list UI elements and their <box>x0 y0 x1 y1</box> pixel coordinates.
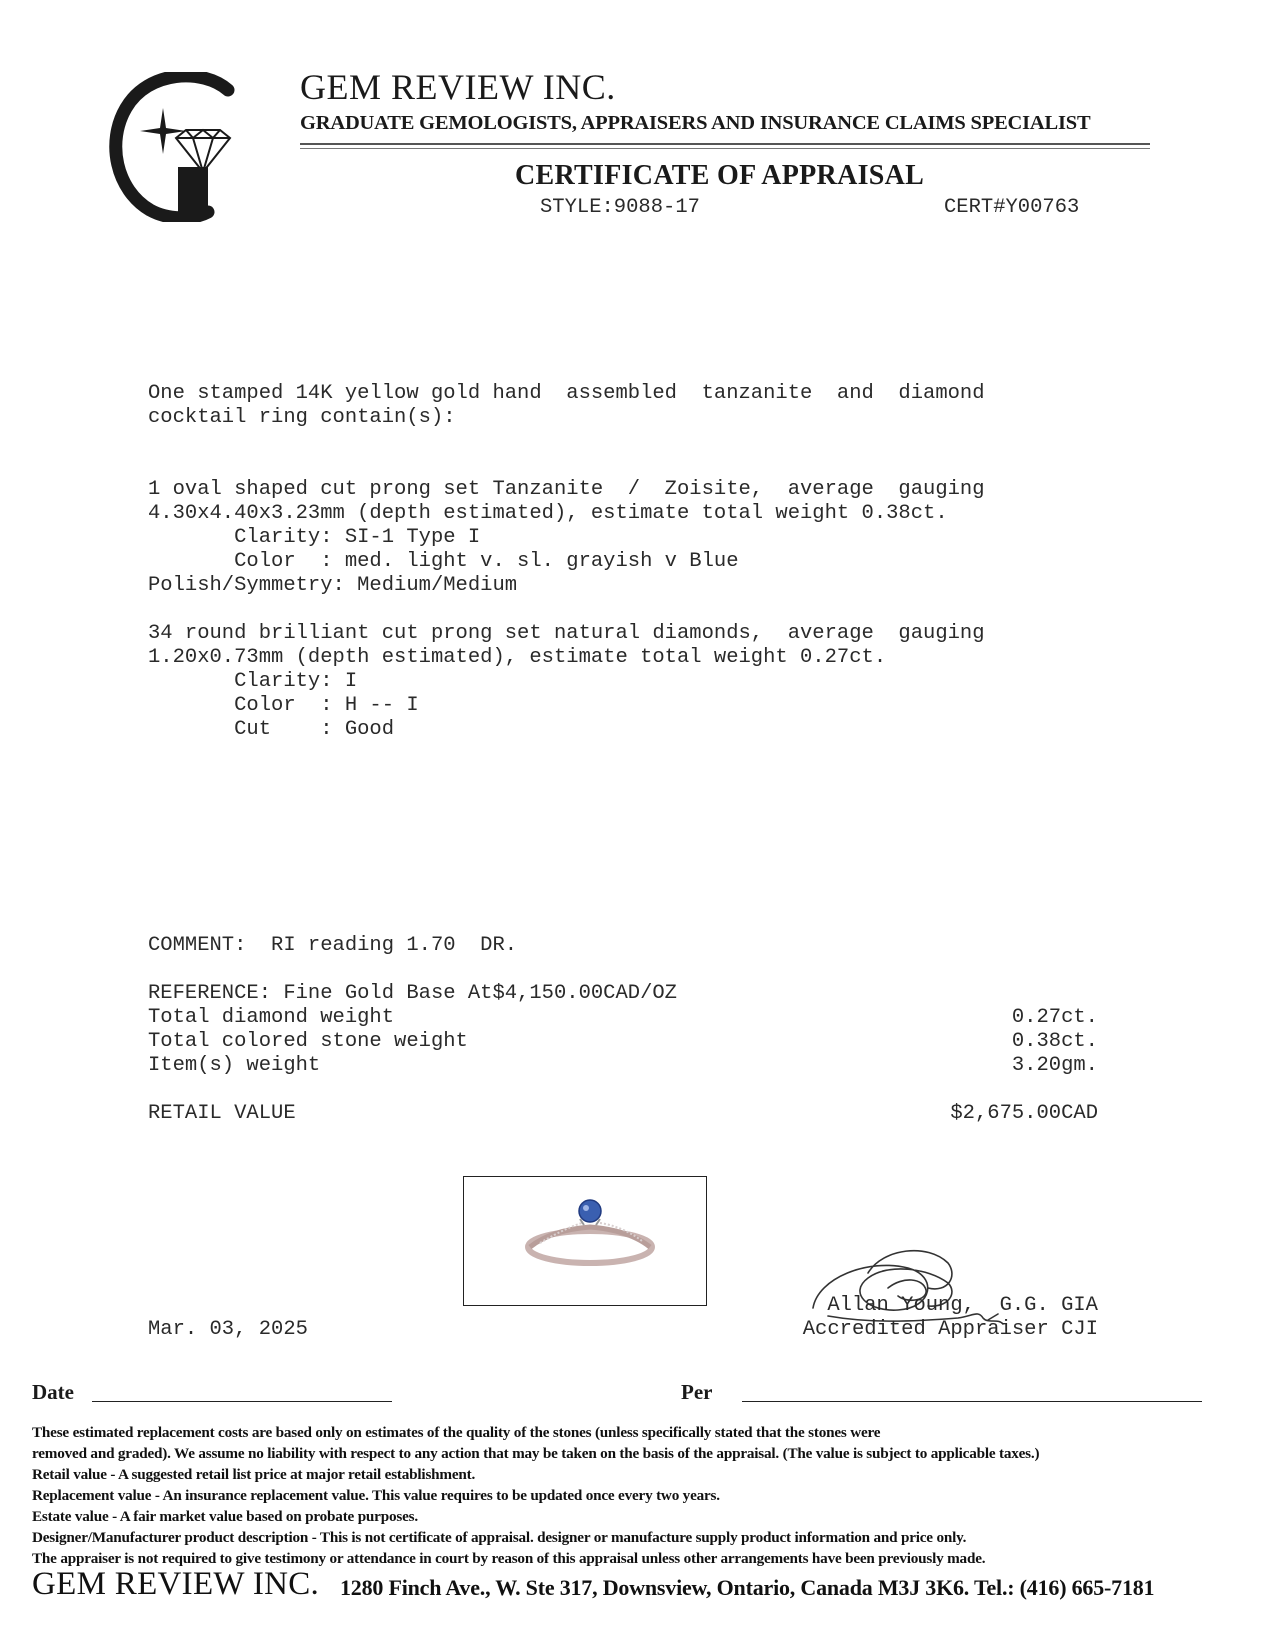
retail-value-label: RETAIL VALUE <box>148 1102 296 1125</box>
diamond-weight-label: Total diamond weight <box>148 1006 395 1029</box>
footer-address: 1280 Finch Ave., W. Ste 317, Downsview, Ontario, Canada M3J 3K6. Tel.: (416) 665-7181 <box>340 1575 1155 1600</box>
disclaimer-line: Designer/Manufacturer product description - This is not certificate of appraisal. designer or manufacture supply product information and price only. <box>32 1529 967 1546</box>
stone2-color: Color : H -- I <box>148 694 419 717</box>
appraiser-name: Allan Young, G.G. GIA <box>827 1294 1098 1317</box>
appraisal-date: Mar. 03, 2025 <box>148 1318 308 1341</box>
stone1-color: Color : med. light v. sl. grayish v Blue <box>148 550 739 573</box>
stone1-line1: 1 oval shaped cut prong set Tanzanite / Zoisite, average gauging <box>148 478 985 501</box>
colored-weight-value: 0.38ct. <box>1011 1030 1098 1053</box>
description-intro-line1: One stamped 14K yellow gold hand assembled tanzanite and diamond <box>148 382 985 405</box>
stone1-clarity: Clarity: SI-1 Type I <box>148 526 481 549</box>
disclaimer-line: removed and graded). We assume no liability with respect to any action that may be taken on the basis of the appraisal. (The value is subject to applicable taxes.) <box>32 1445 1040 1462</box>
company-name: GEM REVIEW INC. <box>300 67 616 107</box>
stone2-cut: Cut : Good <box>148 718 395 741</box>
disclaimer-line: Replacement value - An insurance replacement value. This value requires to be updated once every two years. <box>32 1487 720 1504</box>
stone2-clarity: Clarity: I <box>148 670 358 693</box>
style-number: STYLE:9088-17 <box>540 196 700 219</box>
company-logo <box>108 72 243 222</box>
item-weight-label: Item(s) weight <box>148 1054 321 1077</box>
reference: REFERENCE: Fine Gold Base At$4,150.00CAD/OZ <box>148 982 677 1005</box>
date-signature-line <box>92 1401 392 1402</box>
disclaimer-line: Retail value - A suggested retail list price at major retail establishment. <box>32 1466 476 1483</box>
header-divider-thin <box>300 148 1150 149</box>
company-tagline: GRADUATE GEMOLOGISTS, APPRAISERS AND INSURANCE CLAIMS SPECIALIST <box>300 112 1091 134</box>
stone2-line1: 34 round brilliant cut prong set natural diamonds, average gauging <box>148 622 985 645</box>
stone1-line2: 4.30x4.40x3.23mm (depth estimated), estimate total weight 0.38ct. <box>148 502 948 525</box>
footer-company-name: GEM REVIEW INC. <box>32 1566 320 1602</box>
retail-value: $2,675.00CAD <box>950 1102 1098 1125</box>
item-weight-value: 3.20gm. <box>1011 1054 1098 1077</box>
colored-weight-label: Total colored stone weight <box>148 1030 468 1053</box>
date-label: Date <box>32 1380 74 1404</box>
diamond-weight-value: 0.27ct. <box>1011 1006 1098 1029</box>
comment: COMMENT: RI reading 1.70 DR. <box>148 934 518 957</box>
stone2-line2: 1.20x0.73mm (depth estimated), estimate total weight 0.27ct. <box>148 646 887 669</box>
ring-photo <box>520 1195 660 1275</box>
per-signature-line <box>742 1401 1202 1402</box>
description-intro-line2: cocktail ring contain(s): <box>148 406 456 429</box>
appraiser-accreditation: Accredited Appraiser CJI <box>802 1318 1098 1341</box>
header-divider <box>300 143 1150 145</box>
certificate-title: CERTIFICATE OF APPRAISAL <box>515 160 925 191</box>
stone1-polish: Polish/Symmetry: Medium/Medium <box>148 574 518 597</box>
disclaimer-line: The appraiser is not required to give testimony or attendance in court by reason of this appraisal unless other arrangements have been previously made. <box>32 1550 986 1567</box>
per-label: Per <box>681 1380 713 1404</box>
disclaimer-line: These estimated replacement costs are based only on estimates of the quality of the stones (unless specifically stated that the stones were <box>32 1424 881 1441</box>
disclaimer-line: Estate value - A fair market value based on probate purposes. <box>32 1508 418 1525</box>
cert-number: CERT#Y00763 <box>944 196 1080 219</box>
